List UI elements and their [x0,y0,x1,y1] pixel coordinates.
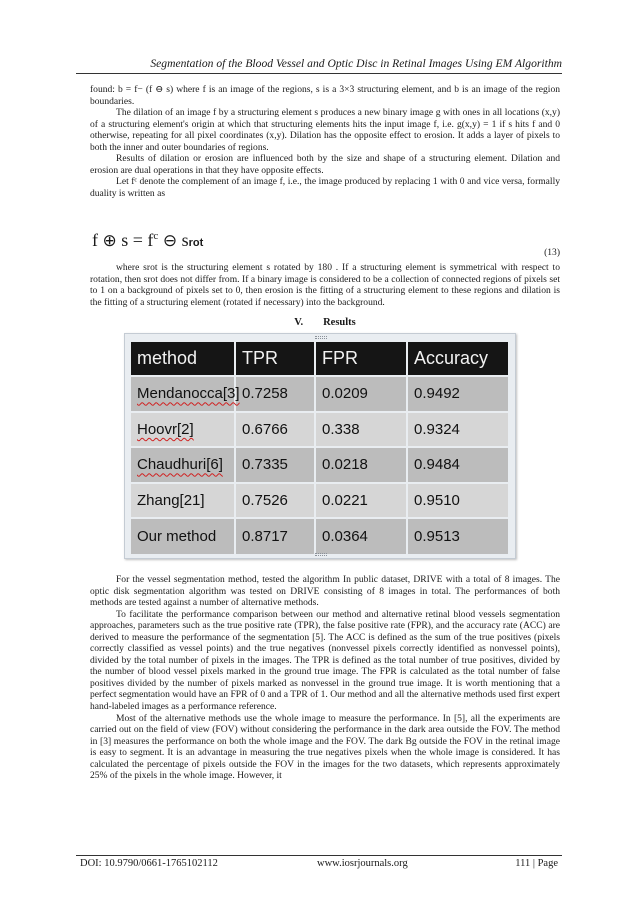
cell-method: Zhang[21] [131,483,235,519]
cell-method [131,412,235,448]
paragraph: found: b = f− (f ⊖ s) where f is an image of the regions, s is a 3×3 structuring element, and b is an image of the region boundaries. [90,84,560,107]
footer-rule [76,855,562,856]
table-row [131,376,509,412]
cell-accuracy: 0.9510 [407,483,509,519]
results-table [131,342,510,554]
cell-method [131,447,235,483]
table-row [131,483,509,519]
cell-accuracy: 0.9484 [407,447,509,483]
eq-subscript: rot [188,237,204,249]
method-name: Chaudhuri[6] [137,456,223,474]
paragraph: Let fᶜ denote the complement of an image f, i.e., the image produced by replacing 1 with 0 and vice versa, formally duality is written as [90,176,560,199]
section-heading [90,317,560,328]
cell-fpr: 0.0218 [315,447,407,483]
paragraph: where srot is the structuring element s rotated by 180 . If a structuring element is symmetrical with respect to rotation, then srot does not differ from. If a binary image is considered to be a collection of connected regions of pixels set to 1 on a background of pixels set to 0, then erosion is the fitting of a structuring element to these regions and dilation is the fitting of a structuring element (rotated if necessary) into the background. [90,262,560,308]
eq-struct: s [121,230,129,250]
text-block-top [90,84,560,199]
resize-grip-icon [315,336,327,339]
cell-method: Our method [131,518,235,554]
cell-tpr: 0.6766 [235,412,315,448]
cell-accuracy: 0.9324 [407,412,509,448]
cell-tpr: 0.7526 [235,483,315,519]
eq-var: f [92,230,98,250]
method-name: Hoovr[2] [137,420,194,438]
paragraph: Results of dilation or erosion are influenced both by the size and shape of a structuring element. Dilation and erosion are dual operations in that they have opposite effects. [90,153,560,176]
resize-grip-icon [315,553,327,556]
cell-accuracy: 0.9492 [407,376,509,412]
footer-website-link[interactable]: www.iosrjournals.org [317,858,408,869]
equation-expression [92,230,203,251]
section-title: Results [323,317,356,328]
cell-tpr: 0.7258 [235,376,315,412]
cell-fpr: 0.0221 [315,483,407,519]
page-footer [80,858,558,872]
dilation-operator: ⊕ [102,231,117,250]
paragraph: The dilation of an image f by a structuring element s produces a new binary image g with ones in all locations (x,y) of a structuring element's origin at which that structuring elements hits the input image f, i.e. g(x,y) = 1 if s hits f and 0 otherwise, repeating for all pixel coordinates (x,y). Dilation has the opposite effect to erosion. It adds a layer of pixels to both the inner and outer boundaries of regions. [90,107,560,153]
paragraph: Most of the alternative methods use the whole image to measure the performance. In [5], all the experiments are carried out on the field of view (FOV) without considering the performance in the dark area outside the FOV. The method in [3] measures the performance on both the whole image and the FOV. The dark Bg outside the FOV in the retinal image is easy to segment. It is an advantage in measuring the true negatives pixels when the whole image is considered. It has calculated the percentage of pixels outside the FOV in the images for the two datasets, which represents approximately 25% of the pixels in the whole image. However, it [90,712,560,782]
cell-fpr: 0.0209 [315,376,407,412]
text-block-mid [90,262,560,308]
eq-var: f [147,230,154,250]
column-header-method: method [131,342,235,376]
table-row [131,412,509,448]
footer-page-number: 111 | Page [515,858,558,869]
eq-superscript: c [153,230,159,242]
eq-struct: s [181,230,189,250]
erosion-operator: ⊖ [162,231,178,250]
cell-fpr: 0.338 [315,412,407,448]
paragraph: For the vessel segmentation method, tested the algorithm In public dataset, DRIVE with a total of 8 images. The optic disk segmentation algorithm was tested on DRIVE consisting of 8 images in total. The performances of both methods are tested against a number of alternative methods. [90,574,560,609]
method-name: Mendanocca[3] [137,385,240,403]
column-header-fpr: FPR [315,342,407,376]
section-number: V. [294,317,304,328]
text-block-bottom [90,574,560,782]
paragraph: To facilitate the performance comparison between our method and alternative retinal blood vessels segmentation approaches, parameters such as the true positive rate (TPR), the false positive rate (FPR), and the accuracy rate (ACC) are derived to measure the performance of the segmentation [5]. The ACC is defined as the sum of the true positives (pixels correctly classified as vessel points) and the true negatives (nonvessel pixels correctly identified as nonvessel points), divided by the total number of pixels in the images. The TPR is defined as the total number of true positives, divided by the number of blood vessel pixels marked in the ground true image. The FPR is calculated as the total number of false positives divided by the number of pixels marked as nonvessel in the ground true image. It is worth mentioning that a perfect segmentation would have an FPR of 0 and a TPR of 1. Our method and all the alternative methods used first expert hand-labeled images as a performance reference. [90,608,560,713]
column-header-accuracy: Accuracy [407,342,509,376]
results-table-figure [124,333,516,559]
table-header-row [131,342,509,376]
cell-fpr: 0.0364 [315,518,407,554]
cell-method [131,376,240,412]
footer-doi: DOI: 10.9790/0661-1765102112 [80,858,218,869]
table-row [131,447,509,483]
equation-number: (13) [544,247,560,258]
running-title: Segmentation of the Blood Vessel and Optic Disc in Retinal Images Using EM Algorithm [150,57,562,70]
duality-equation [90,230,560,262]
cell-tpr: 0.8717 [235,518,315,554]
eq-equals: = [132,230,143,250]
column-header-tpr: TPR [235,342,315,376]
cell-tpr: 0.7335 [235,447,315,483]
header-rule [76,73,562,74]
cell-accuracy: 0.9513 [407,518,509,554]
table-row [131,518,509,554]
